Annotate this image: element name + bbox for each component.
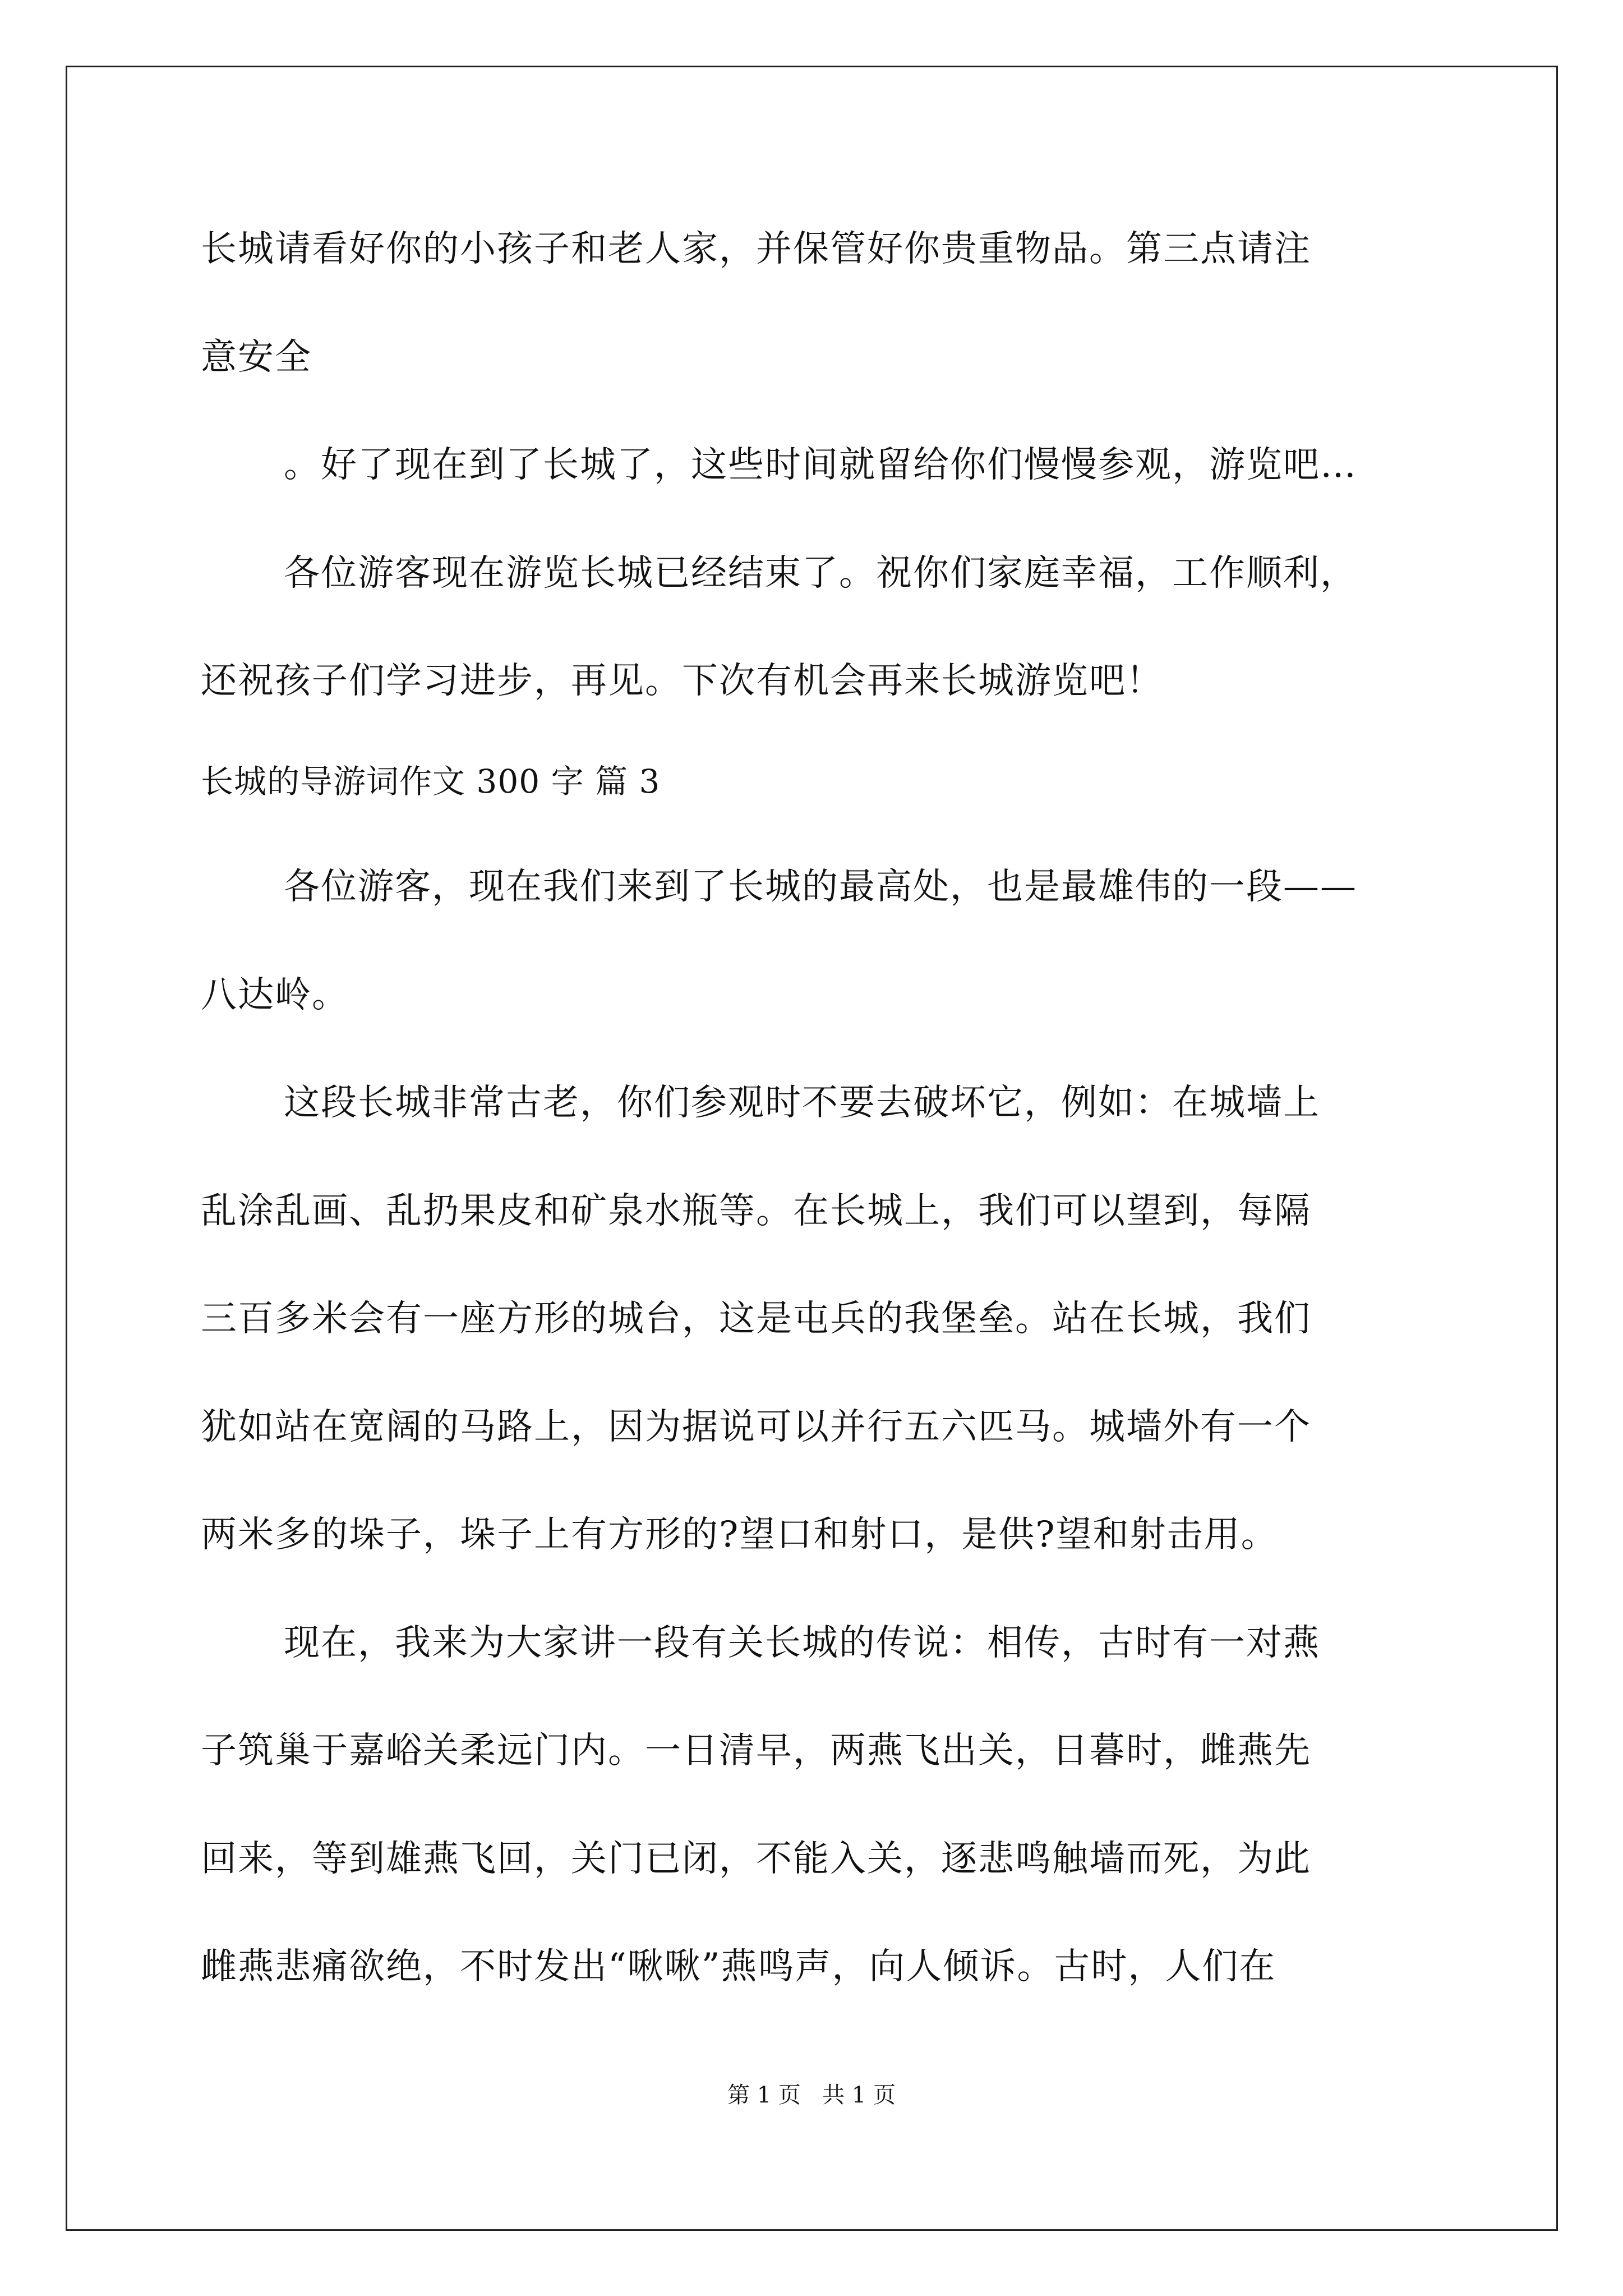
section-heading: 长城的导游词作文 300 字 篇 3: [201, 762, 661, 800]
paragraph-line: 。好了现在到了长城了，这些时间就留给你们慢慢参观，游览吧…: [284, 444, 1357, 486]
paragraph-line: 回来，等到雄燕飞回，关门已闭，不能入关，逐悲鸣触墙而死，为此: [201, 1838, 1311, 1880]
page-border: [66, 66, 1558, 2231]
paragraph-line: 子筑巢于嘉峪关柔远门内。一日清早，两燕飞出关，日暮时，雌燕先: [201, 1730, 1311, 1772]
page-number-footer: 第 1 页 共 1 页: [727, 2082, 896, 2108]
paragraph-line: 这段长城非常古老，你们参观时不要去破坏它，例如：在城墙上: [284, 1082, 1320, 1124]
paragraph-line: 各位游客，现在我们来到了长城的最高处，也是最雄伟的一段——: [284, 866, 1357, 908]
paragraph-line: 还祝孩子们学习进步，再见。下次有机会再来长城游览吧！: [201, 660, 1163, 702]
paragraph-line: 长城请看好你的小孩子和老人家，并保管好你贵重物品。第三点请注: [201, 228, 1311, 270]
paragraph-line: 意安全: [201, 337, 312, 378]
paragraph-line: 乱涂乱画、乱扔果皮和矿泉水瓶等。在长城上，我们可以望到，每隔: [201, 1190, 1311, 1232]
paragraph-line: 现在，我来为大家讲一段有关长城的传说：相传，古时有一对燕: [284, 1622, 1320, 1664]
paragraph-line: 犹如站在宽阔的马路上，因为据说可以并行五六匹马。城墙外有一个: [201, 1406, 1311, 1448]
paragraph-line: 雌燕悲痛欲绝，不时发出“啾啾”燕鸣声，向人倾诉。古时，人们在: [201, 1946, 1276, 1987]
paragraph-line: 两米多的垛子，垛子上有方形的?望口和射口，是供?望和射击用。: [201, 1514, 1278, 1556]
paragraph-line: 各位游客现在游览长城已经结束了。祝你们家庭幸福，工作顺利，: [284, 553, 1357, 594]
paragraph-line: 三百多米会有一座方形的城台，这是屯兵的我堡垒。站在长城，我们: [201, 1298, 1311, 1340]
paragraph-line: 八达岭。: [201, 974, 349, 1016]
